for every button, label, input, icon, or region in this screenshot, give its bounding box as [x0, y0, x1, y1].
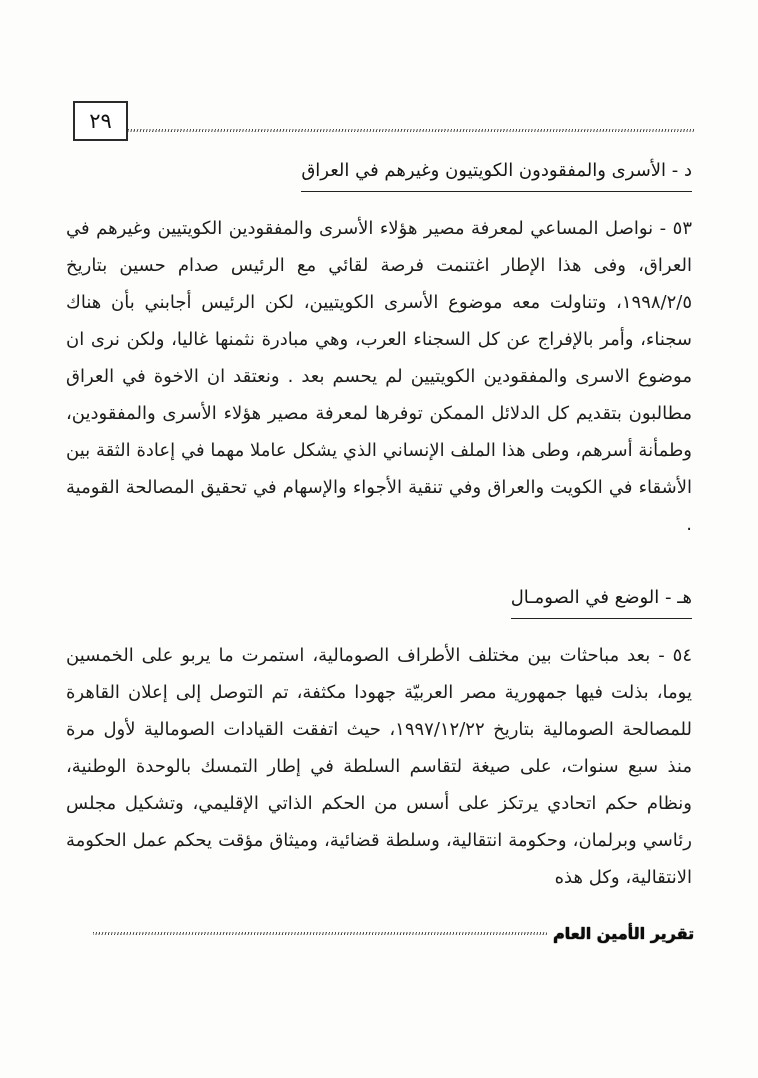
page-header — [73, 101, 694, 141]
page-footer — [93, 920, 694, 946]
header-dotted-rule — [128, 129, 694, 132]
page-number-box — [73, 101, 128, 141]
section-d-heading: د - الأسرى والمفقودون الكويتيون وغيرهم في العراق — [301, 158, 692, 192]
footer-dotted-rule — [93, 932, 547, 935]
paragraph-54-text: بعد مباحثات بين مختلف الأطراف الصومالية، استمرت ما يربو على الخمسين يوما، بذلت فيها جمهورية مصر العربيّة جهودا مكثفة، تم التوصل إلى إعلان القاهرة للمصالحة الصومالية بتاريخ ١٩٩٧/١٢/٢٢، حيث اتفقت القيادات الصومالية لأول مرة منذ سبع سنوات، على صيغة لتقاسم السلطة في إطار التمسك بالوحدة الوطنية، ونظام حكم اتحادي يرتكز على أسس من الحكم الذاتي الإقليمي، وتشكيل مجلس رئاسي وبرلمان، وحكومة انتقالية، وسلطة قضائية، وميثاق مؤقت يحكم عمل الحكومة الانتقالية، وكل هذه — [66, 645, 692, 888]
paragraph-53-number: ٥٣ - — [659, 218, 692, 239]
paragraph-54-number: ٥٤ - — [658, 645, 692, 666]
paragraph-53 — [66, 210, 692, 543]
paragraph-54 — [66, 637, 692, 896]
section-h-heading: هـ - الوضع في الصومـال — [511, 585, 692, 619]
document-content — [66, 158, 692, 896]
paragraph-53-text: نواصل المساعي لمعرفة مصير هؤلاء الأسرى والمفقودين الكويتيين وغيرهم في العراق، وفى هذا الإطار اغتنمت فرصة لقائي مع الرئيس صدام حسين بتاريخ ١٩٩٨/٢/٥، وتناولت معه موضوع الأسرى الكويتيين، لكن الرئيس أجابني بأن هناك سجناء، وأمر بالإفراج عن كل السجناء العرب، وهي مبادرة نثمنها غاليا، ولكن نرى ان موضوع الاسرى والمفقودين الكويتيين لم يحسم بعد . ونعتقد ان الاخوة في العراق مطالبون بتقديم كل الدلائل الممكن توفرها لمعرفة مصير هؤلاء الأسرى والمفقودين، وطمأنة أسرهم، وطى هذا الملف الإنساني الذي يشكل عاملا مهما في إعادة الثقة بين الأشقاء في الكويت والعراق وفي تنقية الأجواء والإسهام في تحقيق المصالحة القومية . — [66, 218, 692, 535]
report-title: تقرير الأمين العام — [552, 923, 694, 943]
page-number: ٢٩ — [89, 109, 112, 133]
